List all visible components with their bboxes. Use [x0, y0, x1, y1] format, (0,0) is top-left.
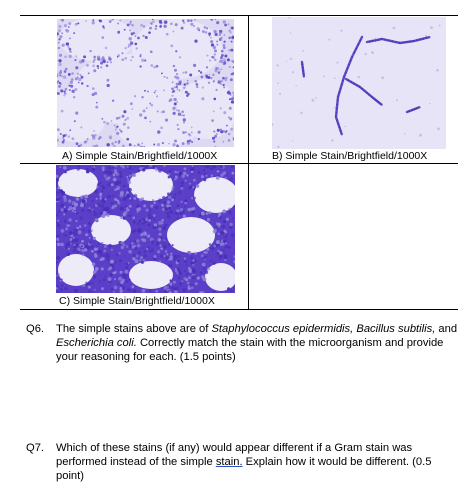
- table-row-rule-1: [20, 163, 458, 164]
- question-6-text: The simple stains above are of Staphylococcus epidermidis, Bacillus subtilis, and Escherichia coli. Correctly match the stain with the microorganism and provide your reasoning for each. (1.5 points): [56, 323, 458, 363]
- table-col-rule: [248, 15, 249, 310]
- micrograph-a: [57, 19, 234, 147]
- question-7-number: Q7.: [26, 442, 45, 454]
- question-6-number: Q6.: [26, 323, 45, 335]
- micrograph-c: [56, 165, 235, 293]
- panel-b-caption: B) Simple Stain/Brightfield/1000X: [272, 150, 428, 162]
- table-top-rule: [20, 15, 458, 16]
- panel-a-caption: A) Simple Stain/Brightfield/1000X: [62, 150, 218, 162]
- panel-c-caption: C) Simple Stain/Brightfield/1000X: [59, 295, 215, 307]
- question-6: [26, 322, 466, 368]
- question-7-text: Which of these stains (if any) would appear different if a Gram stain was performed instead of the simple stain. Explain how it would be different. (0.5 point): [56, 442, 432, 482]
- question-7: [26, 441, 466, 482]
- table-row-rule-2: [20, 309, 458, 310]
- micrograph-b: [272, 17, 446, 149]
- stain-link[interactable]: stain.: [215, 456, 243, 468]
